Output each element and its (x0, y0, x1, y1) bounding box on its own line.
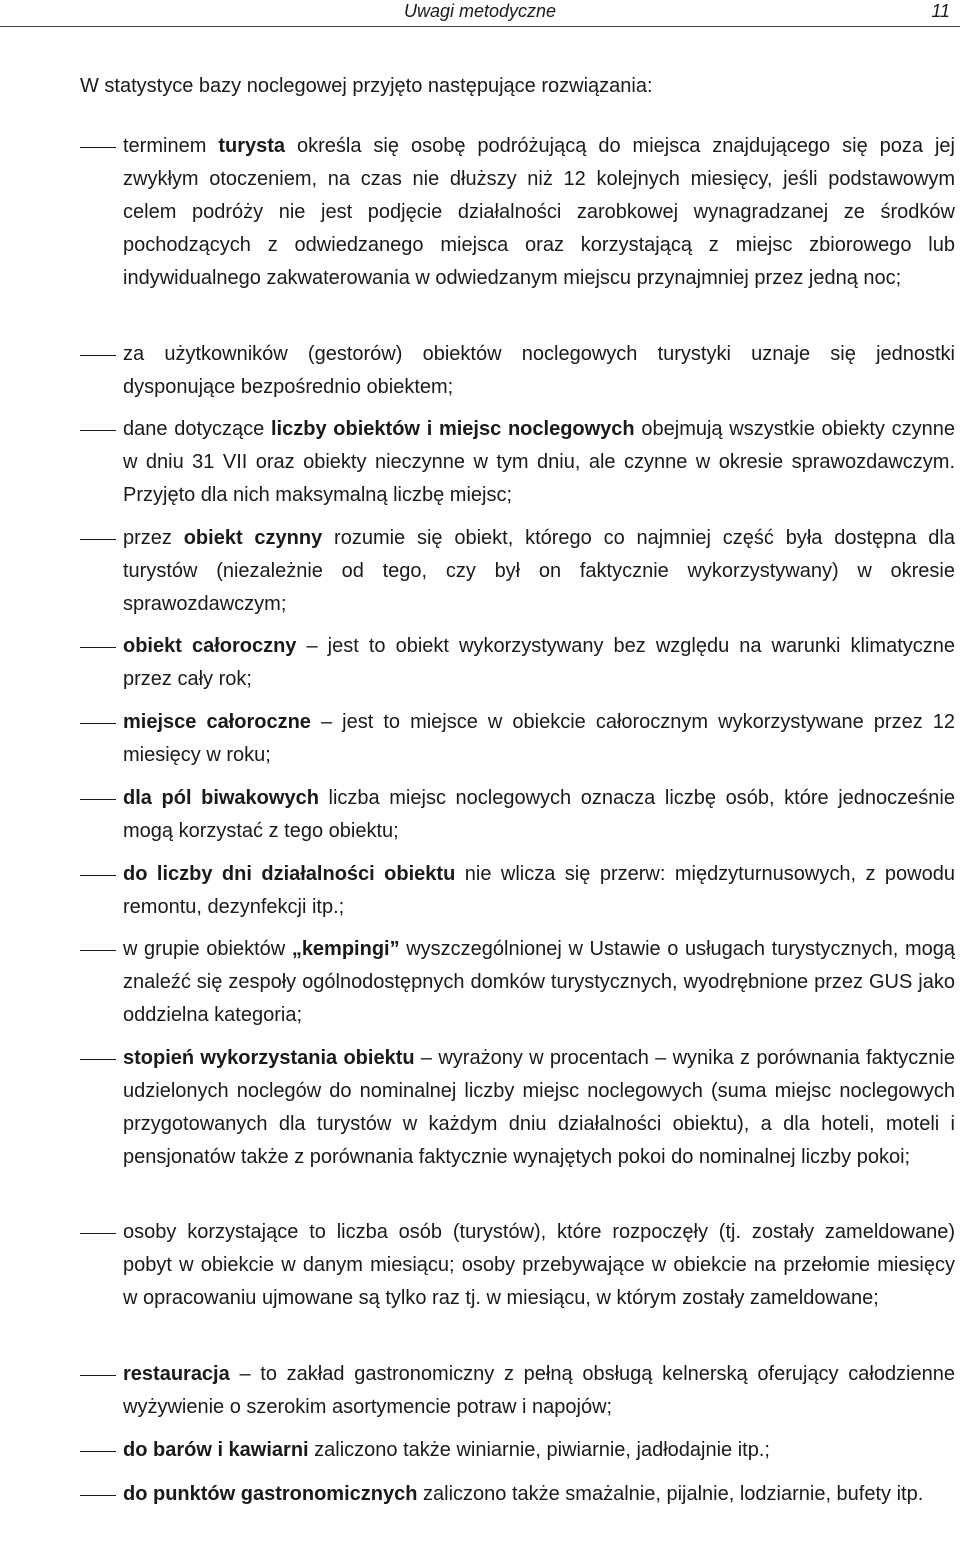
bullet-dash (80, 950, 116, 951)
text-run: osoby korzystające to liczba osób (turystów), które rozpoczęły (tj. zostały zameldowane) pobyt w obiekcie w danym miesiącu; osoby przebywające w obiekcie na przełomie miesięcy w opracowaniu ujmowane są tylko raz tj. w miesiącu, w którym zostały zameldowane; (123, 1221, 955, 1309)
page-header (0, 0, 960, 27)
list-item-text (123, 130, 955, 295)
text-run: rozumie się obiekt, którego co najmniej część była dostępna dla turystów (niezależnie od tego, czy był on faktycznie wykorzystywany) w okresie sprawozdawczym; (123, 527, 955, 615)
list-item-text (123, 1358, 955, 1424)
text-run: nie wlicza się przerw: międzyturnusowych, z powodu remontu, dezynfekcji itp.; (123, 863, 955, 918)
text-run: – jest to obiekt wykorzystywany bez względu na warunki klimatyczne przez cały rok; (123, 635, 956, 690)
text-run: wyszczególnionej w Ustawie o usługach turystycznych, mogą znaleźć się zespoły ogólnodostępnych domków turystycznych, wyodrębnione przez GUS jako oddzielna kategoria; (123, 938, 955, 1026)
bold-term: obiekt całoroczny (123, 635, 297, 657)
list-item-text (123, 1478, 955, 1511)
list-item-text (123, 858, 955, 924)
running-title: Uwagi metodyczne (403, 1, 557, 21)
list-item-text (123, 1434, 955, 1467)
text-run: liczba miejsc noclegowych oznacza liczbę osób, które jednocześnie mogą korzystać z tego obiektu; (123, 787, 955, 842)
list-item-text (123, 630, 955, 696)
bullet-dash (80, 147, 116, 148)
bold-term: do punktów gastronomicznych (123, 1483, 418, 1505)
bullet-dash (80, 355, 116, 356)
bullet-dash (80, 430, 116, 431)
intro-paragraph: W statystyce bazy noclegowej przyjęto następujące rozwiązania: (80, 75, 653, 97)
bullet-dash (80, 723, 116, 724)
bold-term: obiekt czynny (183, 527, 323, 549)
list-item-text (123, 338, 955, 404)
page-number: 11 (931, 1, 950, 21)
bold-term: dla pól biwakowych (123, 787, 319, 809)
bullet-dash (80, 647, 116, 648)
bullet-dash (80, 1233, 116, 1234)
text-run: obejmują wszystkie obiekty czynne w dniu 31 VII oraz obiekty nieczynne w tym dniu, ale czynne w okresie sprawozdawczym. Przyjęto dla nich maksymalną liczbę miejsc; (123, 418, 956, 506)
bullet-dash (80, 875, 116, 876)
text-run: – wyrażony w procentach – wynika z porównania faktycznie udzielonych noclegów do nominalnej liczby miejsc noclegowych (suma miejsc noclegowych przygotowanych dla turystów w każdym dniu działalności obiektu), a dla hoteli, moteli i pensjonatów także z porównania faktycznie wynajętych pokoi do nominalnej liczby pokoi; (123, 1047, 956, 1168)
bold-term: turysta (218, 135, 286, 157)
list-item-text (123, 413, 955, 512)
list-item-text (123, 782, 955, 848)
bold-term: stopień wykorzystania obiektu (123, 1047, 415, 1069)
bold-term: do liczby dni działalności obiektu (123, 863, 456, 885)
bullet-dash (80, 539, 116, 540)
list-item-text (123, 1042, 955, 1174)
list-item-text (123, 706, 955, 772)
text-run: zaliczono także smażalnie, pijalnie, lodziarnie, bufety itp. (417, 1483, 924, 1505)
bullet-dash (80, 1495, 116, 1496)
list-item-text (123, 522, 955, 621)
text-run: zaliczono także winiarnie, piwiarnie, jadłodajnie itp.; (308, 1439, 770, 1461)
bold-term: restauracja (123, 1363, 230, 1385)
text-run: za użytkowników (gestorów) obiektów noclegowych turystyki uznaje się jednostki dysponujące bezpośrednio obiektem; (123, 343, 955, 398)
list-item-text (123, 933, 955, 1032)
bold-term: miejsce całoroczne (123, 711, 311, 733)
bold-term: liczby obiektów i miejsc noclegowych (271, 418, 635, 440)
bold-term: do barów i kawiarni (123, 1439, 309, 1461)
text-run: – to zakład gastronomiczny z pełną obsługą kelnerską oferujący całodzienne wyżywienie o szerokim asortymencie potraw i napojów; (123, 1363, 955, 1418)
text-run: – jest to miejsce w obiekcie całorocznym wykorzystywane przez 12 miesięcy w roku; (123, 711, 955, 766)
bullet-dash (80, 1059, 116, 1060)
bold-term: „kempingi” (291, 938, 400, 960)
text-run: przez (123, 527, 184, 549)
text-run: terminem (123, 135, 219, 157)
bullet-dash (80, 1451, 116, 1452)
text-run: w grupie obiektów (123, 938, 292, 960)
bullet-dash (80, 1375, 116, 1376)
text-run: określa się osobę podróżującą do miejsca znajdującego się poza jej zwykłym otoczeniem, na czas nie dłuższy niż 12 kolejnych miesięcy, jeśli podstawowym celem podróży nie jest podjęcie działalności zarobkowej wynagradzanej ze środków pochodzących z odwiedzanego miejsca oraz korzystającą z miejsc zbiorowego lub indywidualnego zakwaterowania w odwiedzanym miejscu przynajmniej przez jedną noc; (123, 135, 955, 289)
list-item-text (123, 1216, 955, 1315)
text-run: dane dotyczące (123, 418, 271, 440)
bullet-dash (80, 799, 116, 800)
